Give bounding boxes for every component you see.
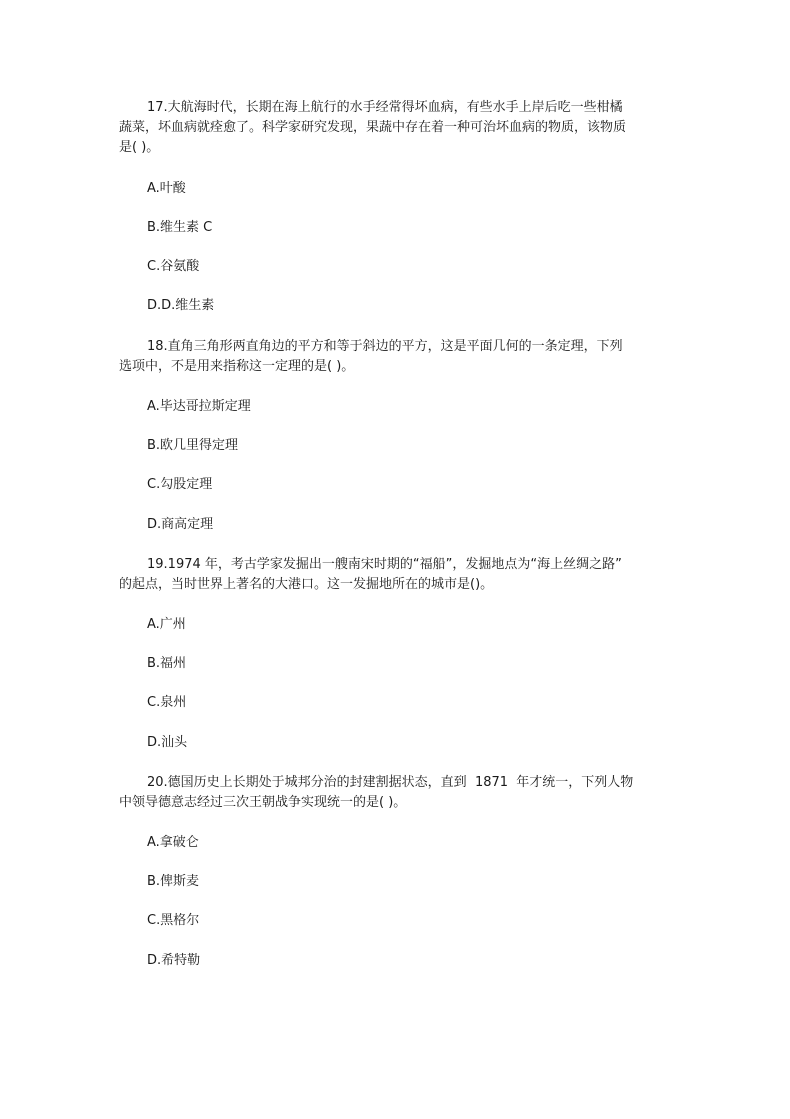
question-18-option-a: A.毕达哥拉斯定理 [147,399,251,414]
question-17-line-3: 是( )。 [119,140,160,155]
question-20-option-c: C.黑格尔 [147,913,200,928]
question-19-option-b: B.福州 [147,656,187,671]
question-20-stem [119,773,679,813]
question-18-option-c: C.勾股定理 [147,477,213,492]
question-19-option-c: C.泉州 [147,695,187,710]
question-20-option-d: D.希特勒 [147,953,201,968]
question-17-option-a: A.叶酸 [147,181,186,196]
question-20-option-a: A.拿破仑 [147,835,199,850]
question-17-line-2: 蔬菜，坏血病就痊愈了。科学家研究发现，果蔬中存在着一种可治坏血病的物质，该物质 [119,120,627,135]
question-17-stem [119,98,679,158]
question-20-line-2: 中领导德意志经过三次王朝战争实现统一的是( )。 [119,795,407,810]
question-18-option-b: B.欧几里得定理 [147,438,239,453]
question-20-option-b: B.俾斯麦 [147,874,200,889]
question-17-option-c: C.谷氨酸 [147,259,200,274]
question-17-line-1: 17.大航海时代，长期在海上航行的水手经常得坏血病，有些水手上岸后吃一些柑橘 [147,100,623,115]
question-19-option-a: A.广州 [147,617,186,632]
question-18-option-d: D.商高定理 [147,517,214,532]
question-18-line-1: 18.直角三角形两直角边的平方和等于斜边的平方，这是平面几何的一条定理，下列 [147,339,623,354]
question-17-option-b: B.维生素 C [147,220,213,235]
question-19-line-2: 的起点，当时世界上著名的大港口。这一发掘地所在的城市是()。 [119,577,494,592]
question-18-line-2: 选项中，不是用来指称这一定理的是( )。 [119,359,355,374]
question-19-line-1: 19.1974 年，考古学家发掘出一艘南宋时期的“福船”，发掘地点为“海上丝绸之路” [147,557,622,572]
question-19-option-d: D.汕头 [147,735,188,750]
question-19-stem [119,555,679,595]
question-20-line-1: 20.德国历史上长期处于城邦分治的封建割据状态，直到 1871 年才统一，下列人物 [147,775,634,790]
question-18-stem [119,337,679,377]
question-17-option-d: D.D.维生素 [147,298,215,313]
